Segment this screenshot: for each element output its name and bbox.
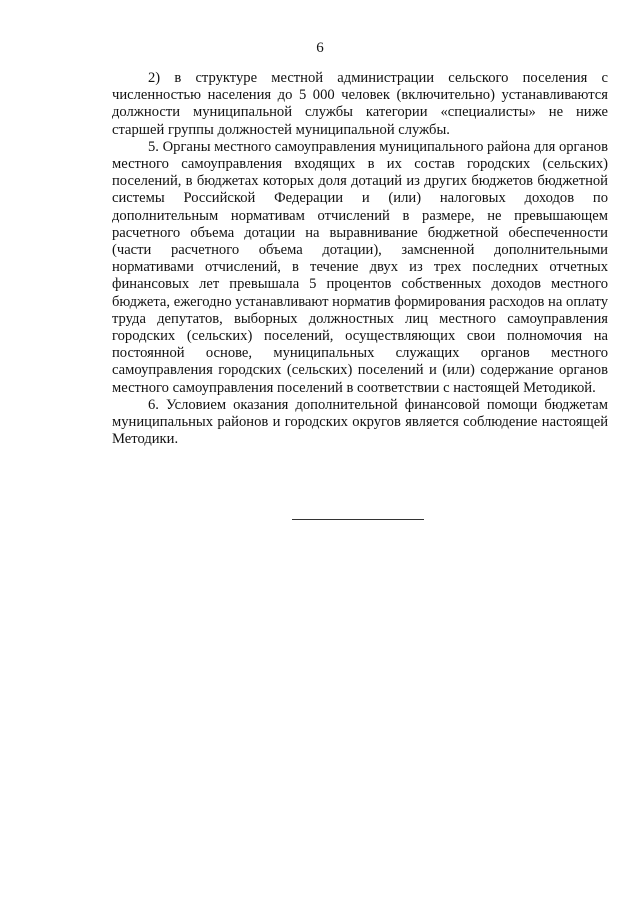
page-number: 6 bbox=[316, 40, 324, 56]
document-body bbox=[112, 70, 608, 448]
paragraph-clause-5: 5. Органы местного самоуправления муниципального района для органов местного самоуправления входящих в их состав городских (сельских) поселений, в бюджетах которых доля дотаций из других бюджетов бюджетной системы Российской Федерации и (или) налоговых доходов по дополнительным нормативам отчислений в размере, не превышающем расчетного объема дотации на выравнивание бюджетной обеспеченности (части расчетного объема дотации), замсненной дополнительными нормативами отчислений, в течение двух из трех последних отчетных финансовых лет превышала 5 процентов собственных доходов местного бюджета, ежегодно устанавливают норматив формирования расходов на оплату труда депутатов, выборных должностных лиц местного самоуправления городских (сельских) поселений, осуществляющих свои полномочия на постоянной основе, муниципальных служащих органов местного самоуправления городских (сельских) поселений и (или) содержание органов местного самоуправления поселений в соответствии с настоящей Методикой. bbox=[112, 138, 608, 396]
paragraph-clause-2: 2) в структуре местной администрации сельского поселения с численностью населения до 5 000 человек (включительно) устанавливаются должности муниципальной службы категории «специалисты» не ниже старшей группы должностей муниципальной службы. bbox=[112, 70, 608, 138]
paragraph-clause-6: 6. Условием оказания дополнительной финансовой помощи бюджетам муниципальных районов и городских округов является соблюдение настоящей Методики. bbox=[112, 396, 608, 448]
end-of-document-rule bbox=[292, 519, 424, 520]
